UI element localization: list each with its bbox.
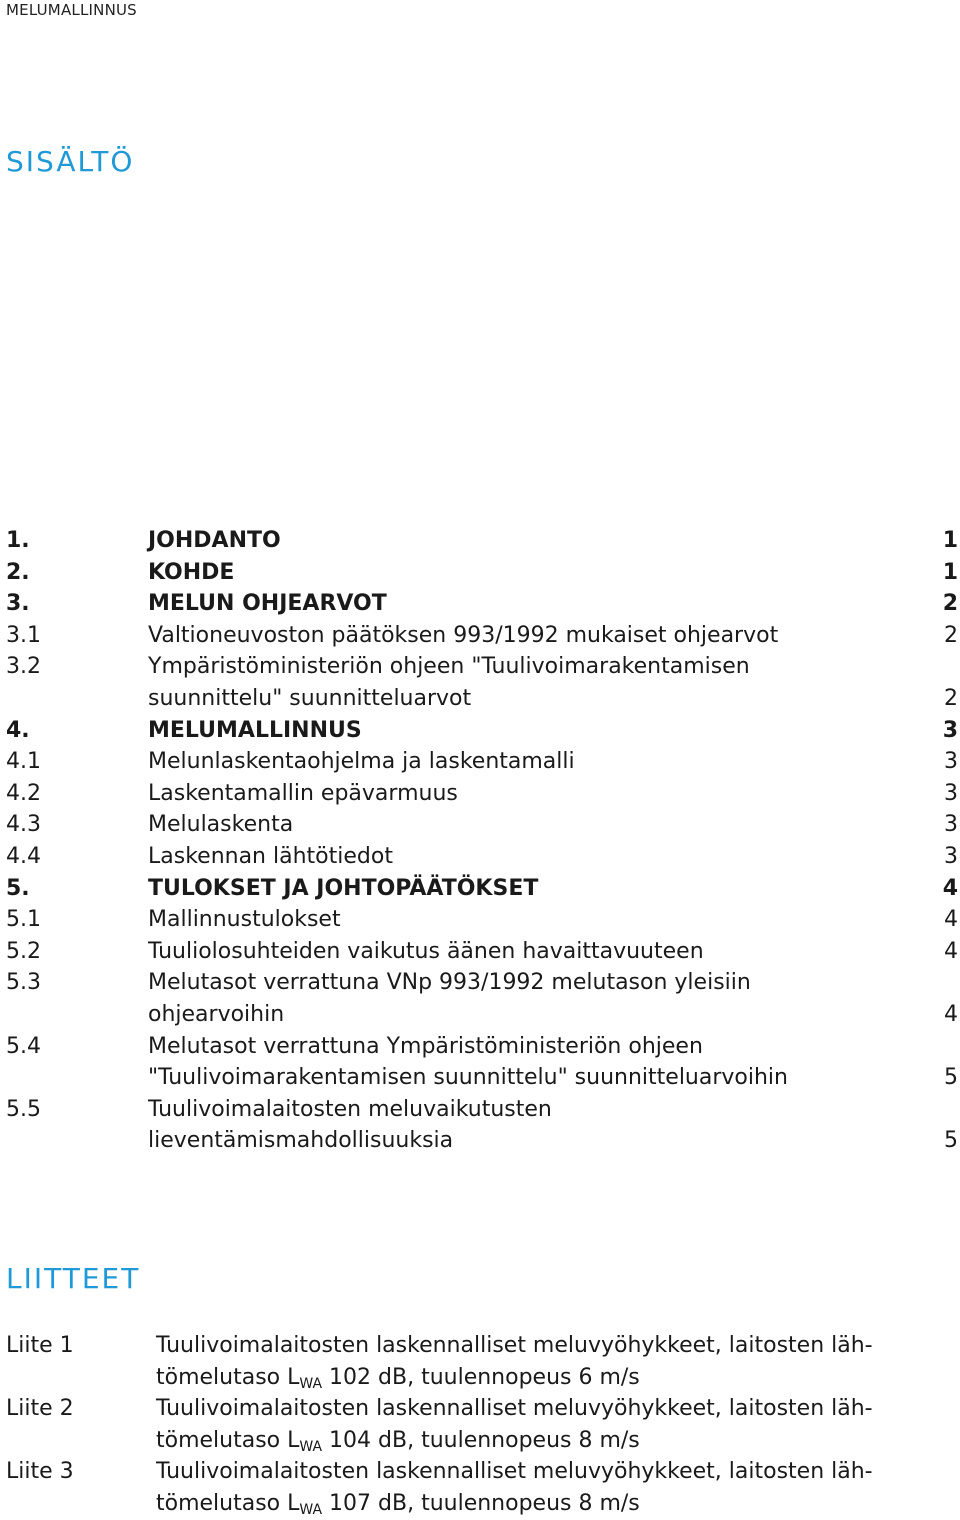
toc-title: Melutasot verrattuna VNp 993/1992 melutason yleisiin ohjearvoihin <box>148 970 751 1027</box>
appendix-item-3[interactable] <box>6 1456 946 1519</box>
appendix-desc-subscript: WA <box>299 1375 323 1392</box>
toc-item-5-5[interactable] <box>6 1094 960 1157</box>
toc-title: Melunlaskentaohjelma ja laskentamalli <box>148 749 575 775</box>
toc-item-5-3[interactable] <box>6 967 960 1030</box>
toc-page: 3 <box>944 843 958 869</box>
toc-number: 2. <box>6 559 30 585</box>
toc-number: 4. <box>6 717 30 743</box>
toc-item-4-2[interactable] <box>6 778 960 810</box>
toc-number: 5. <box>6 875 30 901</box>
toc-number: 5.2 <box>6 938 41 964</box>
appendix-desc-line2-pre: tömelutaso L <box>156 1490 300 1516</box>
toc-title: Laskennan lähtötiedot <box>148 843 393 869</box>
toc-item-4-3[interactable] <box>6 809 960 841</box>
appendix-desc-line2-post: 104 dB, tuulennopeus 8 m/s <box>322 1427 640 1453</box>
toc-page: 3 <box>944 749 958 775</box>
toc-title: Melutasot verrattuna Ympäristöministeriön ohjeen "Tuulivoimarakentamisen suunnittelu" suunnitteluarvoihin <box>148 1033 788 1091</box>
toc-item-3-1[interactable] <box>6 620 960 652</box>
toc-number: 3. <box>6 591 30 617</box>
appendix-desc-line1: Tuulivoimalaitosten laskennalliset meluvyöhykkeet, laitosten läh- <box>156 1333 873 1358</box>
toc-number: 4.1 <box>6 749 41 775</box>
toc-title: Tuuliolosuhteiden vaikutus äänen havaittavuuteen <box>148 938 704 964</box>
table-of-contents <box>6 525 960 1157</box>
toc-title: MELUN OHJEARVOT <box>148 591 387 617</box>
toc-item-5-2[interactable] <box>6 936 960 968</box>
toc-title: MELUMALLINNUS <box>148 717 362 743</box>
toc-page: 2 <box>944 622 958 648</box>
appendix-desc-line2-post: 102 dB, tuulennopeus 6 m/s <box>322 1364 640 1390</box>
toc-number: 4.2 <box>6 780 41 806</box>
appendix-label: Liite 2 <box>6 1396 74 1422</box>
toc-page: 5 <box>944 1128 958 1154</box>
appendices-heading: LIITTEET <box>6 1262 141 1295</box>
toc-number: 1. <box>6 528 30 553</box>
toc-page: 3 <box>942 717 958 743</box>
toc-title: Mallinnustulokset <box>148 907 341 933</box>
toc-title: Ympäristöministeriön ohjeen "Tuulivoimarakentamisen suunnittelu" suunnitteluarvot <box>148 654 750 711</box>
toc-item-3[interactable] <box>6 588 960 620</box>
toc-item-1[interactable] <box>6 525 960 557</box>
toc-title: KOHDE <box>148 559 235 585</box>
toc-page: 4 <box>944 1001 958 1027</box>
appendix-description <box>156 1330 946 1393</box>
toc-number: 3.1 <box>6 622 41 648</box>
toc-page: 1 <box>942 559 958 585</box>
toc-item-4-4[interactable] <box>6 841 960 873</box>
toc-page: 2 <box>942 591 958 617</box>
toc-title: Tuulivoimalaitosten meluvaikutusten lieventämismahdollisuuksia <box>148 1096 552 1154</box>
appendix-item-2[interactable] <box>6 1393 946 1456</box>
toc-item-5[interactable] <box>6 873 960 905</box>
toc-page: 4 <box>944 938 958 964</box>
toc-item-5-1[interactable] <box>6 904 960 936</box>
toc-page: 3 <box>944 812 958 838</box>
appendix-description <box>156 1393 946 1456</box>
toc-number: 3.2 <box>6 654 41 680</box>
toc-item-4[interactable] <box>6 715 960 747</box>
appendix-desc-line2-pre: tömelutaso L <box>156 1427 300 1453</box>
toc-title: Laskentamallin epävarmuus <box>148 780 458 806</box>
toc-title: TULOKSET JA JOHTOPÄÄTÖKSET <box>148 875 539 901</box>
toc-item-3-2[interactable] <box>6 651 960 714</box>
toc-item-4-1[interactable] <box>6 746 960 778</box>
toc-page: 2 <box>944 685 958 711</box>
appendix-description <box>156 1456 946 1519</box>
toc-title: Melulaskenta <box>148 812 294 838</box>
toc-page: 4 <box>944 907 958 933</box>
appendix-desc-line1: Tuulivoimalaitosten laskennalliset meluvyöhykkeet, laitosten läh- <box>156 1459 873 1485</box>
contents-heading: SISÄLTÖ <box>6 145 135 178</box>
toc-number: 4.3 <box>6 812 41 838</box>
appendix-item-1[interactable] <box>6 1330 946 1393</box>
toc-number: 4.4 <box>6 843 41 869</box>
toc-number: 5.1 <box>6 907 41 933</box>
toc-page: 3 <box>944 780 958 806</box>
toc-page: 5 <box>944 1065 958 1091</box>
toc-item-2[interactable] <box>6 557 960 589</box>
appendix-label: Liite 1 <box>6 1333 74 1358</box>
toc-number: 5.4 <box>6 1033 41 1059</box>
toc-number: 5.3 <box>6 970 41 996</box>
toc-title: Valtioneuvoston päätöksen 993/1992 mukaiset ohjearvot <box>148 622 779 648</box>
appendix-desc-subscript: WA <box>299 1501 323 1518</box>
appendix-label: Liite 3 <box>6 1459 74 1485</box>
toc-page: 1 <box>942 528 958 553</box>
appendix-desc-line2-post: 107 dB, tuulennopeus 8 m/s <box>322 1490 640 1516</box>
appendix-desc-subscript: WA <box>299 1438 323 1455</box>
appendix-list <box>6 1330 946 1520</box>
toc-title: JOHDANTO <box>148 528 281 553</box>
toc-number: 5.5 <box>6 1096 41 1122</box>
appendix-desc-line1: Tuulivoimalaitosten laskennalliset meluvyöhykkeet, laitosten läh- <box>156 1396 873 1422</box>
toc-page: 4 <box>942 875 958 901</box>
appendix-desc-line2-pre: tömelutaso L <box>156 1364 300 1390</box>
toc-item-5-4[interactable] <box>6 1031 960 1094</box>
running-header: MELUMALLINNUS <box>6 1 137 19</box>
